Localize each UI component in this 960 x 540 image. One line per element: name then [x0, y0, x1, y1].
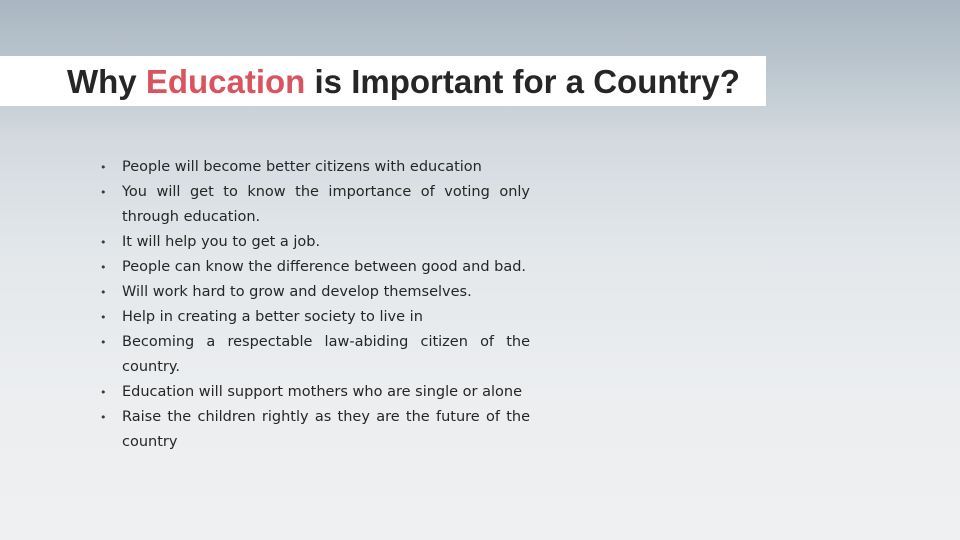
- bullet-text: Becoming a respectable law-abiding citizen of the country.: [122, 334, 530, 375]
- bullet-icon: •: [100, 286, 107, 299]
- bullet-icon: •: [100, 261, 107, 274]
- bullet-icon: •: [100, 186, 107, 199]
- bullet-text: People can know the difference between good and bad.: [122, 259, 527, 275]
- bullet-item: [100, 180, 530, 230]
- bullet-item: [100, 330, 530, 380]
- bullet-icon: •: [100, 336, 107, 349]
- bullet-text: Help in creating a better society to live in: [122, 309, 423, 325]
- bullet-text: Will work hard to grow and develop themselves.: [122, 284, 472, 300]
- bullet-icon: •: [100, 386, 107, 399]
- bullet-text: It will help you to get a job.: [122, 234, 321, 250]
- bullet-list: [100, 155, 530, 455]
- bullet-item: [100, 405, 530, 455]
- bullet-item: [100, 255, 530, 280]
- bullet-text: Raise the children rightly as they are the future of the country: [122, 409, 530, 450]
- bullet-item: [100, 280, 530, 305]
- title-prefix: Why: [67, 63, 146, 100]
- bullet-text: People will become better citizens with education: [122, 159, 482, 175]
- bullet-item: [100, 380, 530, 405]
- title-accent: Education: [145, 63, 306, 100]
- bullet-item: [100, 305, 530, 330]
- bullet-icon: •: [100, 311, 107, 324]
- bullet-item: [100, 155, 530, 180]
- bullet-text: You will get to know the importance of voting only through education.: [122, 184, 530, 225]
- bullet-icon: •: [100, 236, 107, 249]
- title-suffix: is Important for a Country?: [305, 63, 740, 100]
- slide-title: [67, 60, 740, 104]
- bullet-icon: •: [100, 161, 107, 174]
- bullet-text: Education will support mothers who are single or alone: [122, 384, 523, 400]
- bullet-item: [100, 230, 530, 255]
- bullet-icon: •: [100, 411, 107, 424]
